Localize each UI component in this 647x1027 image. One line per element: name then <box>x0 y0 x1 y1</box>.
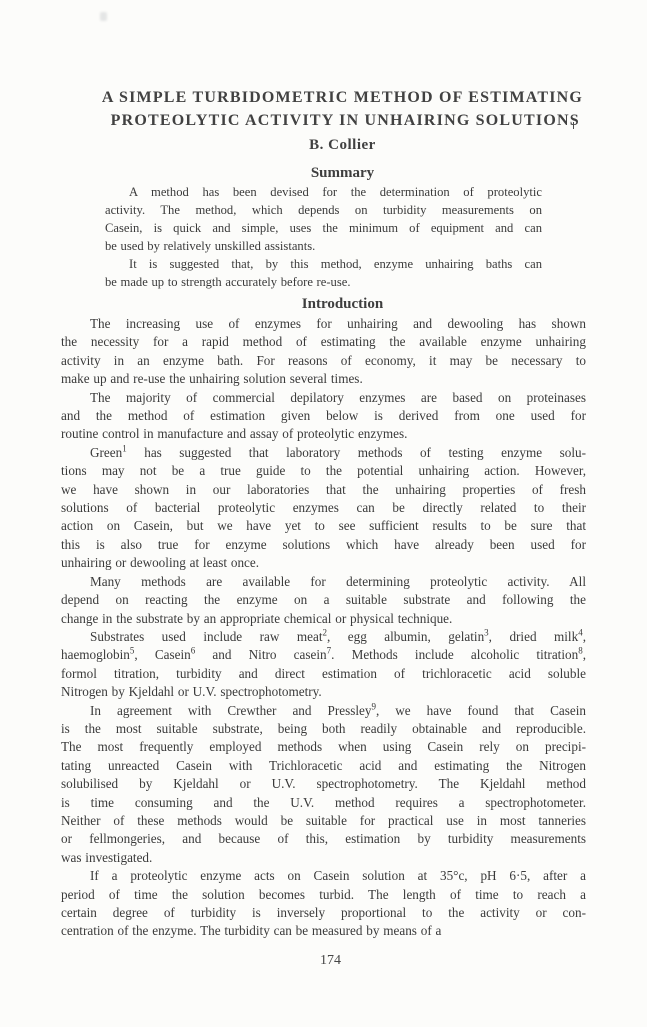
text-line: is time consuming and the U.V. method requires a spectrophotometer. <box>61 794 586 810</box>
text-line: depend on reacting the enzyme on a suitable substrate and following the <box>61 592 586 608</box>
paragraph <box>105 255 542 291</box>
text-line: tating unreacted Casein with Trichloracetic acid and estimating the Nitrogen <box>61 757 586 773</box>
page-number: 174 <box>320 952 341 968</box>
author-name: B. Collier <box>309 137 376 153</box>
text-line: formol titration, turbidity and direct estimation of trichloracetic acid soluble <box>61 665 586 681</box>
text-line: or fellmongeries, and because of this, estimation by turbidity measurements <box>61 831 586 847</box>
text-line: change in the substrate by an appropriate chemical or physical technique. <box>61 610 453 626</box>
paragraph <box>61 444 586 573</box>
paragraph <box>61 315 586 389</box>
text-line: be made up to strength accurately before re-use. <box>105 275 351 289</box>
text-line: centration of the enzyme. The turbidity can be measured by means of a <box>61 923 442 939</box>
paragraph <box>61 573 586 628</box>
text-line: we have shown in our laboratories that the unhairing properties of fresh <box>61 481 586 497</box>
article-title-line2: PROTEOLYTIC ACTIVITY IN UNHAIRING SOLUTIONS <box>99 109 586 132</box>
article-title-line1: A SIMPLE TURBIDOMETRIC METHOD OF ESTIMATING <box>101 89 584 106</box>
text-line: activity. The method, which depends on turbidity measurements on <box>105 203 542 217</box>
text-line: It is suggested that, by this method, enzyme unhairing baths can <box>129 257 542 271</box>
text-line: Casein, is quick and simple, uses the minimum of equipment and can <box>105 221 542 235</box>
text-line: period of time the solution becomes turbid. The length of time to reach a <box>61 886 586 902</box>
paragraph <box>61 389 586 444</box>
text-line: Many methods are available for determining proteolytic activity. All <box>90 573 586 589</box>
article-header <box>99 86 586 155</box>
text-line: and the method of estimation given below is derived from one used for <box>61 408 586 424</box>
text-line: is the most suitable substrate, being both readily obtainable and reproducible. <box>61 720 586 736</box>
page-content <box>61 86 586 970</box>
text-line: Green$^1$ has suggested that laboratory methods of testing enzyme solu- <box>90 443 586 460</box>
text-line: make up and re-use the unhairing solution several times. <box>61 371 363 387</box>
text-line: In agreement with Crewther and Pressley$^9$, we have found that Casein <box>90 701 586 718</box>
text-line: Substrates used include raw meat$^2$, egg albumin, gelatin$^3$, dried milk$^4$, <box>90 627 586 644</box>
text-line: routine control in manufacture and assay of proteolytic enzymes. <box>61 426 408 442</box>
text-line: solubilised by Kjeldahl or U.V. spectrophotometry. The Kjeldahl method <box>61 776 586 792</box>
text-line: activity in an enzyme bath. For reasons of economy, it may be necessary to <box>61 352 586 368</box>
text-line: If a proteolytic enzyme acts on Casein solution at 35°c, pH 6·5, after a <box>90 868 586 884</box>
summary-heading: Summary <box>310 165 375 181</box>
paragraph <box>61 867 586 941</box>
summary-section <box>105 183 542 291</box>
text-line: Neither of these methods would be suitable for practical use in most tanneries <box>61 812 586 828</box>
text-line: unhairing or dewooling at least once. <box>61 555 260 571</box>
text-line: tions may not be a true guide to the potential unhairing action. However, <box>61 463 586 479</box>
text-line: certain degree of turbidity is inversely proportional to the activity or con- <box>61 905 586 920</box>
paragraph <box>61 628 586 702</box>
scan-artifact <box>100 12 107 21</box>
text-line: The majority of commercial depilatory enzymes are based on proteinases <box>90 389 586 405</box>
introduction-section <box>61 315 586 941</box>
text-line: this is also true for enzyme solutions which have already been used for <box>61 536 586 552</box>
text-line: haemoglobin$^5$, Casein$^6$ and Nitro casein$^7$. Methods include alcoholic titration$^8$, <box>61 645 586 663</box>
text-line: A method has been devised for the determination of proteolytic <box>129 185 542 199</box>
text-line: be used by relatively unskilled assistants. <box>105 239 316 253</box>
text-line: was investigated. <box>61 849 153 865</box>
text-line: action on Casein, but we have yet to see sufficient results to be sure that <box>61 518 586 534</box>
text-line: solutions of bacterial proteolytic enzymes can be directly related to their <box>61 500 586 516</box>
text-line: Nitrogen by Kjeldahl or U.V. spectrophotometry. <box>61 684 322 700</box>
paragraph <box>61 702 586 868</box>
paragraph <box>105 183 542 255</box>
text-line: the necessity for a rapid method of estimating the available enzyme unhairing <box>61 334 586 350</box>
text-line: The most frequently employed methods when using Casein rely on precipi- <box>61 739 586 755</box>
introduction-heading: Introduction <box>301 296 384 312</box>
text-line: The increasing use of enzymes for unhairing and dewooling has shown <box>90 316 586 331</box>
